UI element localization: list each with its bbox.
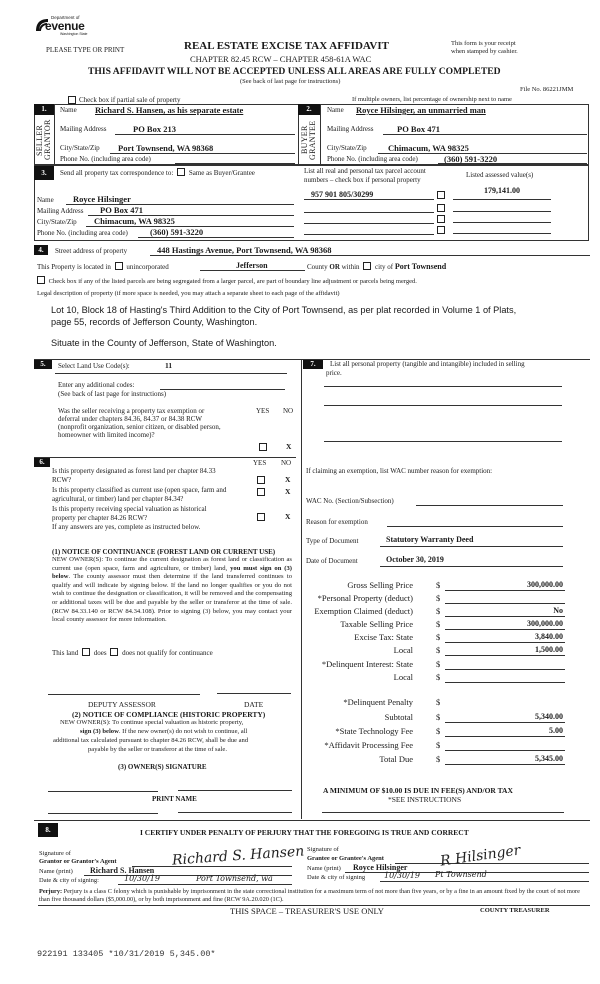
dollar-sign: $ bbox=[436, 593, 441, 603]
located-label: This Property is located in bbox=[37, 263, 111, 271]
notice-text: . The county assessor must then determine if the land transferred continues to qualify and will indicate by signing below. If the land no longer qualifies or you do not wish to continue the designation or classification, it will be removed and the compensating or additional taxes will be due and payable by the seller or transferor at the time of sale. (RCW 84.33.140 or RCW 84.34.108). Prior to signing (3) below, you may contact your local county assessor for more information. bbox=[52, 573, 292, 624]
parcel-header-2: numbers – check box if personal property bbox=[304, 176, 421, 184]
underline bbox=[445, 655, 565, 656]
county-within-line bbox=[307, 262, 446, 272]
no-header: NO bbox=[281, 459, 292, 467]
fee-value[interactable]: 300,000.00 bbox=[527, 580, 563, 589]
dollar-sign: $ bbox=[436, 659, 441, 669]
historic-yes-checkbox[interactable] bbox=[257, 513, 265, 521]
underline bbox=[380, 881, 589, 882]
does-label: does bbox=[93, 649, 107, 657]
seller-label: SELLER bbox=[35, 124, 44, 156]
reason-exemption-label: Reason for exemption bbox=[306, 518, 368, 526]
assessed-value-field[interactable]: 179,141.00 bbox=[484, 186, 520, 195]
section-6-badge: 6. bbox=[34, 458, 50, 467]
exemption-wac-label: If claiming an exemption, list WAC number reason for exemption: bbox=[306, 467, 493, 475]
underline bbox=[445, 590, 565, 591]
corr-city-field[interactable]: Chimacum, WA 98325 bbox=[94, 216, 175, 226]
city-of-label: city of bbox=[375, 263, 394, 271]
multiple-owners-note: If multiple owners, list percentage of ownership next to name bbox=[352, 96, 512, 103]
notice-compliance-line4: payable by the seller or transferor at the time of sale. bbox=[88, 746, 227, 753]
fee-row-delinquent-interest-local bbox=[300, 672, 600, 684]
buyer-name-field[interactable]: Royce Hilsinger, an unmarried man bbox=[356, 105, 486, 115]
exemption-q-line2: deferral under chapters 84.36, 84.37 or 84.38 RCW bbox=[58, 415, 203, 423]
notice-compliance-line3: additional tax calculated pursuant to chapter 84.26 RCW, shall be due and bbox=[53, 737, 249, 744]
fee-row-exemption-claimed bbox=[300, 606, 600, 618]
grantee-date-field[interactable]: 10/30/19 bbox=[384, 871, 420, 880]
legal-description-line3[interactable]: Situate in the County of Jefferson, State of Washington. bbox=[51, 338, 277, 348]
section-8-badge: 8. bbox=[38, 823, 58, 837]
corr-phone-label: Phone No. (including area code) bbox=[37, 229, 128, 237]
this-land-label: This land bbox=[52, 649, 79, 657]
buyer-name-label: Name bbox=[327, 106, 344, 114]
underline bbox=[387, 526, 563, 527]
buyer-mailing-field[interactable]: PO Box 471 bbox=[397, 124, 440, 134]
seller-city-field[interactable]: Port Townsend, WA 98368 bbox=[118, 143, 214, 153]
exemption-q-line4: homeowner with limited income)? bbox=[58, 431, 155, 439]
parcel-header-1: List all real and personal tax parcel account bbox=[304, 167, 426, 175]
fee-row-excise-local bbox=[300, 645, 600, 657]
does-qualify-checkbox[interactable] bbox=[82, 648, 90, 656]
corr-mailing-label: Mailing Address bbox=[37, 207, 84, 215]
divider bbox=[34, 820, 590, 821]
divider bbox=[320, 104, 321, 165]
underline bbox=[445, 750, 565, 751]
legal-description-line2[interactable]: page 55, records of Jefferson County, Washington. bbox=[51, 317, 258, 327]
section-4-badge: 4. bbox=[34, 245, 48, 255]
county-treasurer-label: COUNTY TREASURER bbox=[480, 907, 550, 914]
grantor-signature-label-1: Signature of bbox=[39, 850, 71, 857]
personal-property-checkbox[interactable] bbox=[437, 215, 445, 223]
document-type-field[interactable]: Statutory Warranty Deed bbox=[386, 535, 474, 544]
logo-line1: Department of bbox=[51, 15, 80, 20]
notice-compliance-line1: NEW OWNER(S): To continue special valuation as historic property, bbox=[60, 719, 244, 726]
fee-row-gross-selling-price bbox=[300, 580, 600, 592]
underline bbox=[453, 233, 551, 234]
land-use-code-field[interactable]: 11 bbox=[165, 361, 173, 370]
current-use-yes-checkbox[interactable] bbox=[257, 488, 265, 496]
grantee-name-label: Name (print) bbox=[307, 865, 341, 872]
corr-name-field[interactable]: Royce Hilsinger bbox=[73, 194, 131, 204]
logo-line3: Washington State bbox=[60, 32, 88, 36]
buyer-phone-field[interactable]: (360) 591-3220 bbox=[444, 154, 498, 164]
fee-label: Exemption Claimed (deduct) bbox=[314, 606, 413, 616]
fee-label: Local bbox=[393, 672, 413, 682]
buyer-mailing-label: Mailing Address bbox=[327, 125, 374, 133]
corr-phone-field[interactable]: (360) 591-3220 bbox=[150, 227, 204, 237]
within-label: within bbox=[341, 263, 360, 271]
underline bbox=[304, 212, 434, 213]
grantee-signature[interactable]: R Hilsinger bbox=[439, 842, 522, 870]
notice-text: . If the new owner(s) do not wish to continue, all bbox=[118, 728, 248, 735]
treasurer-space-label: THIS SPACE – TREASURER'S USE ONLY bbox=[230, 906, 384, 916]
section-1-badge: 1. bbox=[34, 104, 54, 115]
corr-mailing-field[interactable]: PO Box 471 bbox=[100, 205, 143, 215]
seller-mailing-field[interactable]: PO Box 213 bbox=[133, 124, 176, 134]
perjury-notice bbox=[39, 888, 589, 904]
fee-label: Total Due bbox=[379, 754, 413, 764]
fee-value[interactable]: 5.00 bbox=[549, 726, 563, 735]
notice-continuance-text bbox=[52, 556, 292, 625]
grantor-name-field[interactable]: Richard S. Hansen bbox=[90, 866, 155, 875]
dollar-sign: $ bbox=[436, 697, 441, 707]
certify-statement: I CERTIFY UNDER PENALTY OF PERJURY THAT THE FOREGOING IS TRUE AND CORRECT bbox=[140, 828, 469, 837]
wac-number-label: WAC No. (Section/Subsection) bbox=[306, 497, 394, 505]
underline bbox=[200, 270, 305, 271]
fee-row-delinquent-penalty bbox=[300, 697, 600, 709]
question-text: Is this property receiving special valuation as historical bbox=[52, 505, 207, 513]
buyer-label: BUYER bbox=[300, 125, 309, 155]
partial-sale-label: Check box if partial sale of property bbox=[79, 96, 181, 104]
fee-label: *State Technology Fee bbox=[335, 726, 413, 736]
seller-mailing-label: Mailing Address bbox=[60, 125, 107, 133]
send-label: Send all property tax correspondence to: bbox=[60, 169, 174, 177]
see-back-note: (See back of last page for instructions) bbox=[240, 78, 341, 85]
logo-line2: evenue bbox=[45, 19, 85, 33]
buyer-city-field[interactable]: Chimacum, WA 98325 bbox=[388, 143, 469, 153]
dor-logo bbox=[34, 14, 94, 38]
personal-property-checkbox[interactable] bbox=[437, 204, 445, 212]
fee-label: *Delinquent Interest: State bbox=[321, 659, 413, 669]
underline bbox=[175, 163, 295, 164]
fee-value[interactable]: No bbox=[553, 606, 563, 615]
buyer-city-label: City/State/Zip bbox=[327, 144, 367, 152]
section-3-badge: 3. bbox=[34, 166, 54, 180]
dollar-sign: $ bbox=[436, 645, 441, 655]
seller-city-label: City/State/Zip bbox=[60, 144, 100, 152]
underline bbox=[453, 211, 551, 212]
owner-signature-line bbox=[48, 791, 158, 792]
underline bbox=[445, 682, 565, 683]
document-date-field[interactable]: October 30, 2019 bbox=[386, 555, 444, 564]
parcel-number-field[interactable]: 957 901 805/30299 bbox=[311, 190, 374, 199]
fee-value[interactable]: 1,500.00 bbox=[535, 645, 563, 654]
city-field[interactable]: Port Townsend bbox=[394, 262, 447, 271]
unincorporated-label: unincorporated bbox=[126, 263, 169, 271]
question-text: Is this property classified as current use (open space, farm and bbox=[52, 486, 227, 494]
historic-no-mark[interactable]: X bbox=[285, 512, 291, 521]
form-title: REAL ESTATE EXCISE TAX AFFIDAVIT bbox=[184, 40, 389, 52]
fee-row-state-technology-fee bbox=[300, 726, 600, 738]
underline bbox=[445, 669, 565, 670]
grantee-city-field[interactable]: Pt Townsend bbox=[435, 870, 487, 879]
segregated-line bbox=[37, 276, 417, 286]
dollar-sign: $ bbox=[436, 606, 441, 616]
fee-row-delinquent-interest-state bbox=[300, 659, 600, 671]
within-city-checkbox[interactable] bbox=[363, 262, 371, 270]
same-as-buyer-label: Same as Buyer/Grantee bbox=[188, 169, 255, 177]
grantor-date-field[interactable]: 10/30/19 bbox=[124, 874, 160, 883]
dollar-sign: $ bbox=[436, 632, 441, 642]
divider bbox=[34, 457, 296, 458]
dollar-sign: $ bbox=[436, 726, 441, 736]
deputy-assessor-label: DEPUTY ASSESSOR bbox=[88, 700, 156, 709]
location-line bbox=[37, 262, 169, 271]
forest-yes-checkbox[interactable] bbox=[257, 476, 265, 484]
county-label: County bbox=[307, 263, 328, 271]
perjury-text: Perjury is a class C felony which is punishable by imprisonment in the state correctional institution for a maximum term of not more than five years, or by a fine in an amount fixed by the court of not more than five thousand dollars ($5,000.00), or by both imprisonment and fine (RCW 9A.20.020 (1C). bbox=[39, 888, 580, 903]
underline bbox=[160, 389, 285, 390]
grantor-signature-label-2: Grantor or Grantor's Agent bbox=[39, 858, 117, 865]
personal-property-label-1: List all personal property (tangible and intangible) included in selling bbox=[330, 360, 525, 368]
personal-property-checkbox[interactable] bbox=[437, 226, 445, 234]
print-name-line bbox=[48, 813, 158, 814]
divider bbox=[322, 812, 564, 813]
underline bbox=[380, 546, 563, 547]
forest-no-mark[interactable]: X bbox=[285, 475, 291, 484]
underline bbox=[445, 736, 565, 737]
send-correspondence-label bbox=[60, 168, 255, 177]
notice-compliance-title: (2) NOTICE OF COMPLIANCE (HISTORIC PROPERTY) bbox=[72, 710, 266, 719]
land-use-label: Select Land Use Code(s): bbox=[58, 362, 130, 370]
buyer-phone-label: Phone No. (including area code) bbox=[327, 155, 418, 163]
file-number: File No. 86221JMM bbox=[520, 86, 574, 93]
dollar-sign: $ bbox=[436, 740, 441, 750]
section-5-badge: 5. bbox=[34, 360, 52, 369]
dollar-sign: $ bbox=[436, 580, 441, 590]
underline bbox=[445, 629, 565, 630]
underline bbox=[445, 722, 565, 723]
grantee-signature-label-1: Signature of bbox=[307, 846, 339, 853]
street-address-label: Street address of property bbox=[55, 247, 128, 255]
no-header: NO bbox=[283, 407, 294, 415]
fee-label: Subtotal bbox=[384, 712, 413, 722]
grantee-name-field[interactable]: Royce Hilsinger bbox=[353, 863, 408, 872]
underline bbox=[416, 505, 563, 506]
receipt-note-1: This form is your receipt bbox=[451, 40, 516, 47]
legal-description-label: Legal description of property (if more space is needed, you may attach a separate sheet to each page of the affidavit) bbox=[37, 290, 340, 297]
exemption-no-mark[interactable]: X bbox=[286, 442, 292, 451]
exemption-q-line3: (nonprofit organization, senior citizen, or disabled person, bbox=[58, 423, 221, 431]
grantor-city-field[interactable]: Port Townsend, wa bbox=[196, 874, 273, 883]
underline bbox=[445, 616, 565, 617]
current-use-no-mark[interactable]: X bbox=[285, 487, 291, 496]
section-2-badge: 2. bbox=[298, 104, 320, 115]
perjury-label: Perjury: bbox=[39, 888, 63, 895]
street-address-field[interactable]: 448 Hastings Avenue, Port Townsend, WA 98368 bbox=[157, 245, 332, 255]
legal-description-line1[interactable]: Lot 10, Block 18 of Hasting's Third Addition to the City of Port Townsend, as per plat recorded in Volume 1 of Plats, bbox=[51, 305, 517, 315]
document-date-label: Date of Document bbox=[306, 557, 358, 565]
fee-label: Local bbox=[393, 645, 413, 655]
does-not-qualify-checkbox[interactable] bbox=[110, 648, 118, 656]
owner-signature-label: (3) OWNER(S) SIGNATURE bbox=[118, 763, 207, 771]
exemption-q-line1: Was the seller receiving a property tax exemption or bbox=[58, 407, 205, 415]
dollar-sign: $ bbox=[436, 712, 441, 722]
continuance-qualify-line bbox=[52, 648, 213, 657]
fee-label: *Affidavit Processing Fee bbox=[324, 740, 413, 750]
buyer-side-label bbox=[301, 118, 317, 162]
fee-label: *Personal Property (deduct) bbox=[317, 593, 413, 603]
personal-property-line bbox=[324, 386, 562, 387]
fee-value[interactable]: 5,340.00 bbox=[535, 712, 563, 721]
seller-name-label: Name bbox=[60, 106, 77, 114]
additional-codes-label: Enter any additional codes: bbox=[58, 381, 135, 389]
exemption-yes-checkbox[interactable] bbox=[259, 443, 267, 451]
seller-side-label bbox=[36, 118, 52, 162]
unincorporated-checkbox[interactable] bbox=[115, 262, 123, 270]
dollar-sign: $ bbox=[436, 619, 441, 629]
additional-codes-note: (See back of last page for instructions) bbox=[58, 390, 167, 398]
fee-row-subtotal bbox=[300, 712, 600, 724]
fee-value[interactable]: 5,345.00 bbox=[535, 754, 563, 763]
fee-row-taxable-selling-price bbox=[300, 619, 600, 631]
document-type-label: Type of Document bbox=[306, 537, 359, 545]
warning-banner: THIS AFFIDAVIT WILL NOT BE ACCEPTED UNLESS ALL AREAS ARE FULLY COMPLETED bbox=[88, 66, 501, 77]
owner-signature-line bbox=[178, 790, 292, 791]
partial-sale-checkbox[interactable] bbox=[68, 96, 76, 104]
grantor-signature[interactable]: Richard S. Hansen bbox=[171, 843, 305, 869]
grantee-label: GRANTEE bbox=[308, 120, 317, 160]
fee-row-excise-state bbox=[300, 632, 600, 644]
county-field[interactable]: Jefferson bbox=[236, 261, 268, 270]
grantor-label: GRANTOR bbox=[43, 119, 52, 161]
assessed-header: Listed assessed value(s) bbox=[466, 171, 534, 179]
underline bbox=[304, 199, 434, 200]
form-subtitle: CHAPTER 82.45 RCW – CHAPTER 458-61A WAC bbox=[190, 54, 372, 64]
underline bbox=[150, 255, 590, 256]
grantee-signature-label-2: Grantee or Grantee's Agent bbox=[307, 855, 384, 862]
cashier-stamp: 922191 133405 *10/31/2019 5,345.00* bbox=[37, 949, 216, 959]
if-yes-note: If any answers are yes, complete as instructed below. bbox=[52, 523, 201, 531]
corr-city-label: City/State/Zip bbox=[37, 218, 77, 226]
date-line bbox=[217, 693, 291, 694]
underline bbox=[380, 566, 563, 567]
does-not-label: does not qualify for continuance bbox=[122, 649, 213, 657]
dollar-sign: $ bbox=[436, 754, 441, 764]
personal-property-line bbox=[324, 405, 562, 406]
seller-name-field[interactable]: Richard S. Hansen, as his separate estate bbox=[95, 105, 244, 115]
please-type-note: PLEASE TYPE OR PRINT bbox=[46, 46, 125, 54]
question-text: agricultural, or timber) land per chapter 84.34? bbox=[52, 495, 184, 503]
question-text: property per chapter 84.26 RCW? bbox=[52, 514, 148, 522]
or-label: OR bbox=[329, 263, 340, 271]
fee-row-total-due bbox=[300, 754, 600, 766]
segregated-checkbox[interactable] bbox=[37, 276, 45, 284]
section-7-badge: 7. bbox=[303, 360, 323, 369]
underline bbox=[55, 373, 287, 374]
notice-text: NEW OWNER(S): To continue the current designation as forest land or classification as current use (open space, farm and agriculture, or timber) land, bbox=[52, 556, 292, 572]
underline bbox=[118, 884, 292, 885]
underline bbox=[445, 603, 565, 604]
seller-phone-label: Phone No. (including area code) bbox=[60, 155, 151, 163]
minimum-due-note: A MINIMUM OF $10.00 IS DUE IN FEE(S) AND/OR TAX bbox=[323, 786, 513, 795]
corr-name-label: Name bbox=[37, 196, 54, 204]
question-text: Is this property designated as forest land per chapter 84.33 bbox=[52, 467, 216, 475]
question-text: RCW? bbox=[52, 476, 72, 484]
notice-bold: sign (3) below bbox=[80, 728, 119, 735]
fee-label: Gross Selling Price bbox=[347, 580, 413, 590]
divider bbox=[54, 104, 55, 165]
see-instructions-note: *SEE INSTRUCTIONS bbox=[388, 795, 462, 804]
grantor-date-label: Date & city of signing: bbox=[39, 877, 99, 884]
underline bbox=[304, 223, 434, 224]
fee-label: Excise Tax: State bbox=[354, 632, 413, 642]
deputy-assessor-line bbox=[48, 694, 200, 695]
personal-property-label-2: price. bbox=[326, 369, 342, 377]
fee-value[interactable]: 3,840.00 bbox=[535, 632, 563, 641]
grantor-name-label: Name (print) bbox=[39, 868, 73, 875]
dollar-sign: $ bbox=[436, 672, 441, 682]
receipt-note-2: when stamped by cashier. bbox=[451, 48, 518, 55]
print-name-line bbox=[178, 812, 292, 813]
print-name-label: PRINT NAME bbox=[152, 795, 197, 803]
fee-row-personal-property bbox=[300, 593, 600, 605]
same-as-buyer-checkbox[interactable] bbox=[177, 168, 185, 176]
fee-value[interactable]: 300,000.00 bbox=[527, 619, 563, 628]
underline bbox=[304, 234, 434, 235]
personal-property-line bbox=[324, 441, 562, 442]
notice-text-bold: you must sign on (3) below bbox=[52, 564, 292, 581]
fee-label: Taxable Selling Price bbox=[340, 619, 413, 629]
yes-header: YES bbox=[256, 407, 270, 415]
underline bbox=[453, 199, 551, 200]
fee-label: *Delinquent Penalty bbox=[343, 697, 413, 707]
yes-header: YES bbox=[253, 459, 267, 467]
underline bbox=[445, 642, 565, 643]
personal-property-checkbox[interactable] bbox=[437, 191, 445, 199]
notice-continuance-title: (1) NOTICE OF CONTINUANCE (FOREST LAND OR CURRENT USE) bbox=[52, 548, 276, 556]
notice-compliance-line2 bbox=[80, 728, 247, 736]
underline bbox=[453, 222, 551, 223]
date-label: DATE bbox=[244, 700, 264, 709]
fee-row-affidavit-processing-fee bbox=[300, 740, 600, 752]
segregated-label: Check box if any of the listed parcels are being segregated from a larger parcel, are part of boundary line adjustment or parcels being merged. bbox=[48, 278, 417, 285]
underline bbox=[445, 764, 565, 765]
grantee-date-label: Date & city of signing bbox=[307, 874, 366, 881]
